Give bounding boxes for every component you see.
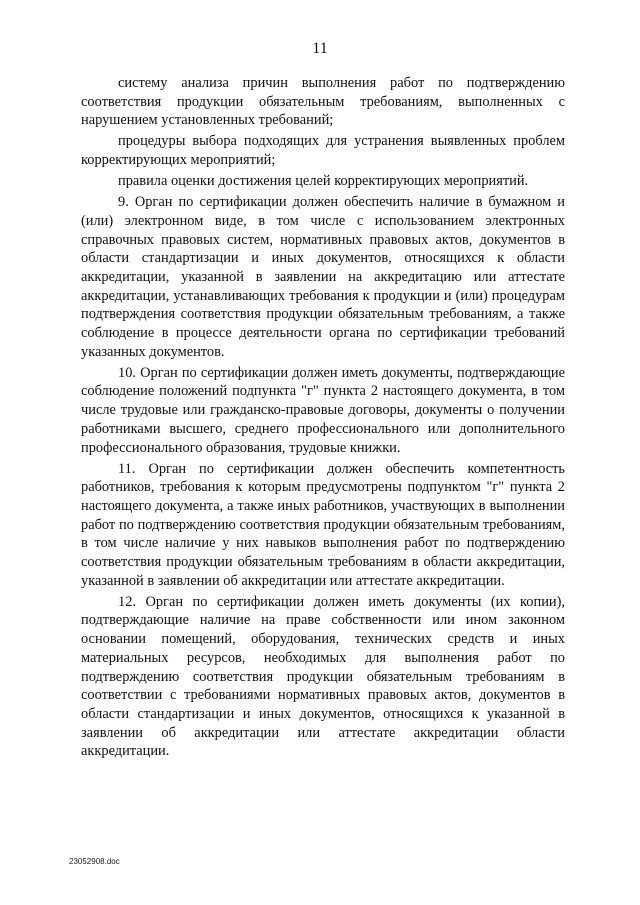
paragraph-corrective-analysis: системy анализа причин выполнения работ по подтверждению соответствия продукции обязательным требованиям, выполненных с нарушением установленных требований; (81, 75, 565, 129)
paragraph-corrective-selection: процедуры выбора подходящих для устранения выявленных проблем корректирующих мероприятий; (81, 133, 565, 169)
page-number: 11 (312, 40, 328, 57)
paragraph-item-9: 9. Орган по сертификации должен обеспечить наличие в бумажном и (или) электронном виде, в том числе с использованием электронных справочных правовых систем, нормативных правовых актов, документов в области стандартизации и иных документов, относящихся к области аккредитации, указанной в заявлении на аккредитацию или аттестате аккредитации, устанавливающих требования к продукции и (или) процедурам подтверждения соответствия продукции обязательным требованиям, а также соблюдение в процессе деятельности органа по сертификации требований указанных документов. (81, 194, 565, 360)
paragraph-item-12: 12. Орган по сертификации должен иметь документы (их копии), подтверждающие наличие на праве собственности или ином законном основании помещений, оборудования, технических средств и иных материальных ресурсов, необходимых для выполнения работ по подтверждению соответствия продукции обязательным требованиям в соответствии с требованиями нормативных правовых актов, документов в области стандартизации и иных документов, относящихся к указанной в заявлении об аккредитации или аттестате аккредитации области аккредитации. (81, 593, 565, 760)
paragraph-item-11: 11. Орган по сертификации должен обеспечить компетентность работников, требования к которым предусмотрены подпунктом "г" пункта 2 настоящего документа, а также иных работников, участвующих в выполнении работ по подтверждению соответствия продукции обязательным требованиям, в том числе наличие у них навыков выполнения работ по подтверждению соответствия продукции обязательным требованиям в области аккредитации, указанной в заявлении об аккредитации или аттестате аккредитации. (81, 460, 565, 589)
paragraph-item-10: 10. Орган по сертификации должен иметь документы, подтверждающие соблюдение положений подпункта "г" пункта 2 настоящего документа, в том числе трудовые или гражданско-правовые договоры, документы о получении работниками высшего, среднего профессионального или дополнительного профессионального образования, трудовые книжки. (81, 364, 565, 456)
footer-filename: 23052908.doc (69, 857, 120, 866)
document-body (81, 74, 565, 763)
paragraph-corrective-evaluation: правила оценки достижения целей корректирующих мероприятий. (118, 173, 529, 190)
